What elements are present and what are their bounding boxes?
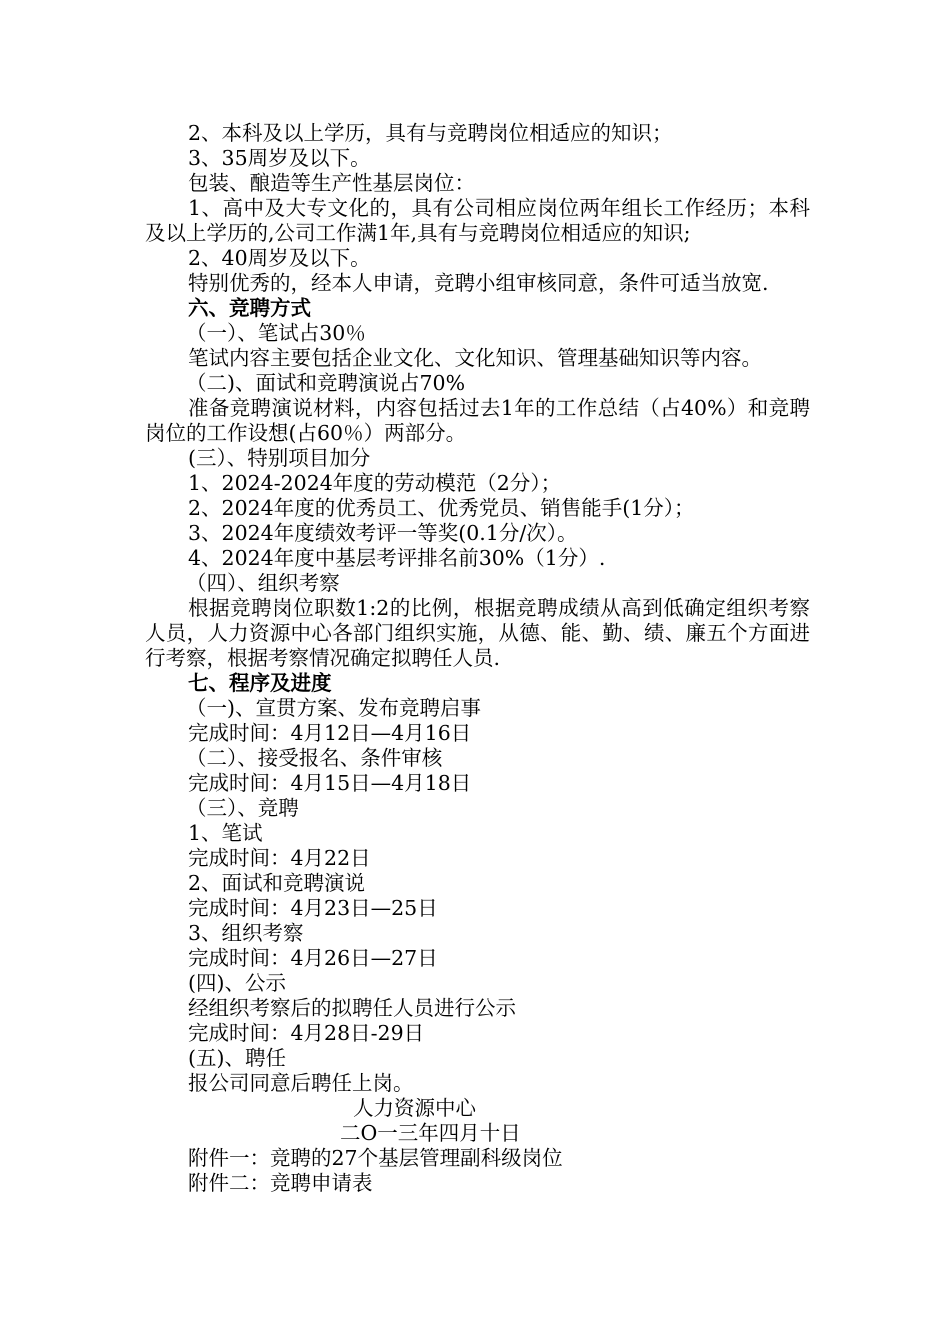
subsection-heading: （一）、笔试占30％	[186, 321, 366, 345]
schedule-line: 报公司同意后聘任上岗。	[188, 1071, 414, 1095]
subsection-paragraph: 准备竞聘演说材料，内容包括过去1年的工作总结（占40%）和竞聘岗位的工作设想(占60％）两部分。	[145, 396, 810, 445]
schedule-line: (五)、聘任	[188, 1046, 286, 1070]
signature-org: 人力资源中心	[353, 1096, 476, 1120]
subsection-heading: （四）、组织考察	[186, 571, 340, 595]
attachment-line: 附件二：竞聘申请表	[188, 1171, 373, 1195]
requirement-paragraph: 1、高中及大专文化的，具有公司相应岗位两年组长工作经历；本科及以上学历的,公司工作满1年,具有与竞聘岗位相适应的知识;	[145, 196, 810, 245]
requirement-line: 2、40周岁及以下。	[188, 246, 371, 270]
attachment-line: 附件一：竞聘的27个基层管理副科级岗位	[188, 1146, 563, 1170]
requirement-line: 2、本科及以上学历，具有与竞聘岗位相适应的知识；	[188, 121, 673, 145]
schedule-line: （二）、接受报名、条件审核	[186, 746, 443, 770]
bonus-item: 2、2024年度的优秀员工、优秀党员、销售能手(1分）；	[188, 496, 695, 520]
position-category: 包装、酿造等生产性基层岗位：	[188, 171, 475, 195]
schedule-line: 2、面试和竞聘演说	[188, 871, 366, 895]
schedule-line: (四)、公示	[188, 971, 286, 995]
section-heading-6: 六、竞聘方式	[188, 296, 311, 320]
schedule-line: 完成时间：4月26日—27日	[188, 946, 438, 970]
schedule-line: 完成时间：4月12日—4月16日	[188, 721, 472, 745]
schedule-line: 3、组织考察	[188, 921, 304, 945]
subsection-heading: (三）、特别项目加分	[188, 446, 371, 470]
schedule-line: 完成时间：4月28日-29日	[188, 1021, 425, 1045]
schedule-line: 1、笔试	[188, 821, 263, 845]
exception-paragraph: 特别优秀的，经本人申请，竞聘小组审核同意，条件可适当放宽.	[188, 271, 769, 295]
schedule-line: 经组织考察后的拟聘任人员进行公示	[188, 996, 516, 1020]
schedule-line: （三）、竞聘	[186, 796, 299, 820]
schedule-line: 完成时间：4月23日—25日	[188, 896, 438, 920]
bonus-item: 3、2024年度绩效考评一等奖(0.1分/次）。	[188, 521, 578, 545]
schedule-line: 完成时间：4月22日	[188, 846, 371, 870]
subsection-text: 笔试内容主要包括企业文化、文化知识、管理基础知识等内容。	[188, 346, 762, 370]
subsection-paragraph: 根据竞聘岗位职数1:2的比例，根据竞聘成绩从高到低确定组织考察人员，人力资源中心各部门组织实施，从德、能、勤、绩、廉五个方面进行考察，根据考察情况确定拟聘任人员.	[145, 596, 810, 670]
schedule-line: 完成时间：4月15日—4月18日	[188, 771, 472, 795]
subsection-heading: （二)、面试和竞聘演说占70%	[186, 371, 466, 395]
requirement-line: 3、35周岁及以下。	[188, 146, 371, 170]
section-heading-7: 七、程序及进度	[188, 671, 332, 695]
signature-date: 二O一三年四月十日	[340, 1121, 521, 1145]
bonus-item: 1、2024-2024年度的劳动模范（2分）；	[188, 471, 562, 495]
schedule-line: （一)、宣贯方案、发布竞聘启事	[186, 696, 481, 720]
document-body	[145, 121, 810, 1196]
bonus-item: 4、2024年度中基层考评排名前30%（1分）.	[188, 546, 606, 570]
